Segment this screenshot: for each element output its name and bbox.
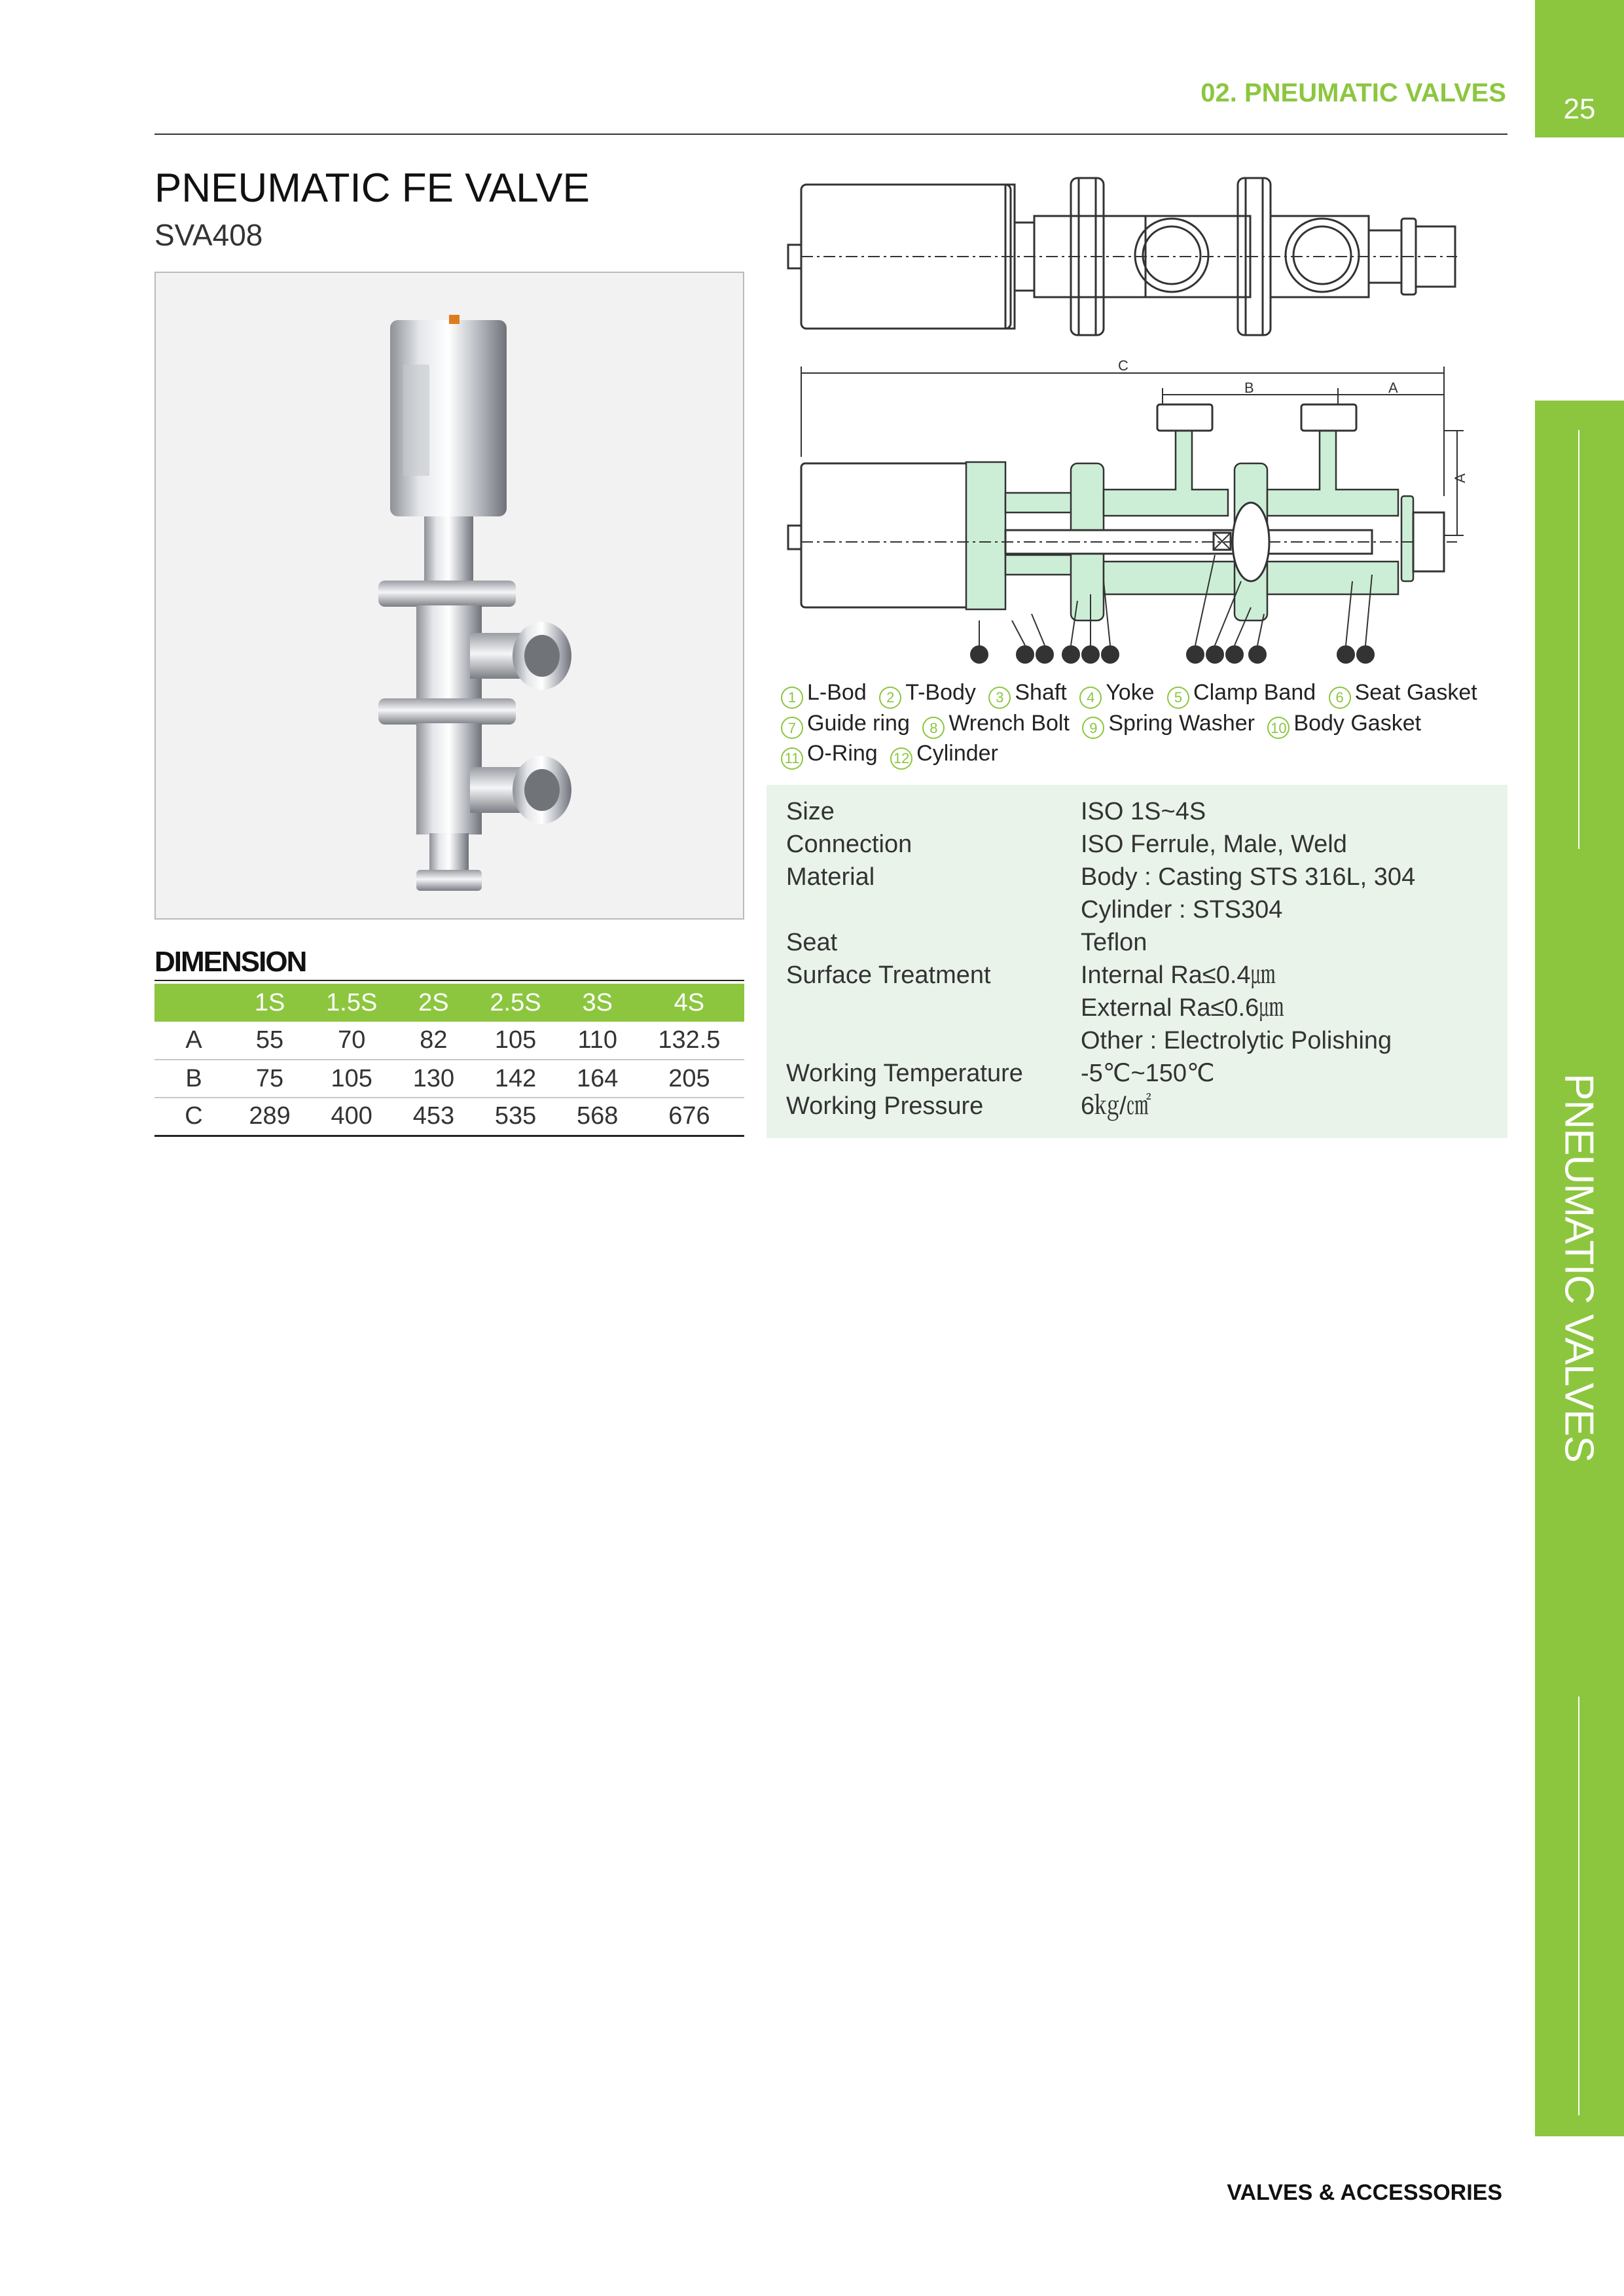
spec-row — [786, 1057, 1488, 1090]
legend-label: Guide ring — [807, 710, 910, 736]
legend-item — [988, 680, 1066, 705]
spec-value: Teflon — [1081, 929, 1147, 956]
spec-row — [786, 861, 1488, 893]
side-title-text: PNEUMATIC VALVES — [1556, 1073, 1602, 1462]
page-number: 25 — [1563, 93, 1596, 125]
legend-item — [1267, 711, 1421, 736]
callout-12: 12 — [972, 648, 986, 661]
dim-label-b: B — [1244, 380, 1254, 396]
spec-value: Cylinder : STS304 — [1081, 896, 1283, 924]
legend-label: T-Body — [905, 680, 976, 705]
table-cell: 453 — [397, 1098, 470, 1136]
legend-item — [1079, 680, 1154, 705]
legend-line-2 — [781, 709, 1507, 740]
dim-label-a-vertical: A — [1452, 473, 1468, 483]
spec-row — [786, 992, 1488, 1024]
legend-number: 7 — [781, 717, 803, 739]
callout-6: 6 — [1342, 648, 1350, 661]
legend-item — [1082, 711, 1255, 736]
legend-number: 6 — [1329, 687, 1351, 709]
dim-label-a: A — [1388, 380, 1398, 396]
legend-number: 3 — [988, 687, 1011, 709]
legend-item — [1167, 680, 1316, 705]
top-view-drawing — [783, 171, 1475, 342]
legend-number: 10 — [1267, 717, 1290, 739]
spec-value: External Ra≤0.6㎛ — [1081, 994, 1284, 1022]
table-cell: 535 — [470, 1098, 560, 1136]
table-cell: C — [154, 1098, 233, 1136]
legend-number: 4 — [1079, 687, 1102, 709]
callout-10: 10 — [1227, 648, 1242, 661]
side-title — [1540, 1073, 1618, 1462]
legend-label: L-Bod — [807, 680, 867, 705]
legend-item — [879, 680, 976, 705]
dimension-col-header: 1S — [233, 984, 306, 1022]
spec-key — [786, 992, 1081, 1024]
spec-key — [786, 1024, 1081, 1057]
legend-number: 5 — [1167, 687, 1189, 709]
spec-row — [786, 828, 1488, 861]
dimension-rule — [154, 980, 744, 981]
dimension-title: DIMENSION — [154, 946, 306, 978]
callout-1: 1 — [1362, 648, 1369, 661]
table-cell: 676 — [634, 1098, 744, 1136]
callout-5: 5 — [1254, 648, 1261, 661]
parts-legend — [781, 678, 1507, 770]
legend-label: Shaft — [1015, 680, 1067, 705]
product-photo — [154, 272, 744, 920]
legend-item — [781, 711, 910, 736]
legend-item — [1329, 680, 1477, 705]
callout-2: 2 — [1211, 648, 1219, 661]
section-drawing — [783, 359, 1475, 673]
footer-label: VALVES & ACCESSORIES — [1227, 2180, 1502, 2205]
table-cell: A — [154, 1022, 233, 1060]
spec-value: Internal Ra≤0.4㎛ — [1081, 961, 1276, 989]
legend-label: O-Ring — [807, 741, 878, 766]
table-row — [154, 1098, 744, 1136]
product-model: SVA408 — [154, 218, 263, 252]
table-cell: 142 — [470, 1060, 560, 1098]
legend-label: Seat Gasket — [1354, 680, 1477, 705]
spec-key: Surface Treatment — [786, 961, 991, 989]
valve-photo-illustration — [156, 273, 743, 918]
legend-number: 2 — [879, 687, 901, 709]
legend-line-1 — [781, 678, 1507, 709]
table-cell: 132.5 — [634, 1022, 744, 1060]
legend-item — [922, 711, 1070, 736]
dimension-col-header: 2S — [397, 984, 470, 1022]
spec-key: Working Pressure — [786, 1092, 984, 1120]
header-rule — [154, 134, 1507, 135]
callout-9: 9 — [1021, 648, 1029, 661]
table-cell: 82 — [397, 1022, 470, 1060]
spec-key: Material — [786, 863, 875, 891]
spec-row — [786, 1024, 1488, 1057]
table-cell: 105 — [306, 1060, 397, 1098]
callout-8: 8 — [1041, 648, 1049, 661]
legend-label: Wrench Bolt — [948, 710, 1070, 736]
legend-number: 1 — [781, 687, 803, 709]
legend-label: Spring Washer — [1108, 710, 1255, 736]
spec-key: Size — [786, 798, 835, 825]
dimension-col-header: 3S — [561, 984, 634, 1022]
table-cell: 568 — [561, 1098, 634, 1136]
callout-7: 7 — [1087, 648, 1094, 661]
dim-label-c: C — [1118, 359, 1128, 374]
spec-key — [786, 893, 1081, 926]
table-cell: 400 — [306, 1098, 397, 1136]
legend-number: 11 — [781, 747, 803, 770]
callout-11: 11 — [1104, 648, 1117, 661]
spec-row — [786, 926, 1488, 959]
table-cell: 55 — [233, 1022, 306, 1060]
table-cell: B — [154, 1060, 233, 1098]
legend-label: Cylinder — [916, 741, 998, 766]
spec-key: Seat — [786, 929, 838, 956]
side-divider-bottom — [1578, 1696, 1579, 2115]
spec-key: Working Temperature — [786, 1060, 1023, 1087]
spec-key: Connection — [786, 831, 912, 858]
legend-item — [781, 741, 878, 766]
legend-item — [890, 741, 998, 766]
spec-row — [786, 893, 1488, 926]
section-label: 02. PNEUMATIC VALVES — [1200, 79, 1506, 107]
spec-value: 6㎏/㎠ — [1081, 1092, 1151, 1120]
legend-number: 9 — [1082, 717, 1104, 739]
legend-number: 12 — [890, 747, 912, 770]
spec-value: -5℃~150℃ — [1081, 1060, 1215, 1087]
legend-number: 8 — [922, 717, 945, 739]
spec-value: Body : Casting STS 316L, 304 — [1081, 863, 1416, 891]
table-row — [154, 1060, 744, 1098]
section-svg — [783, 359, 1475, 673]
legend-label: Body Gasket — [1293, 710, 1422, 736]
legend-label: Clamp Band — [1193, 680, 1316, 705]
spec-box — [767, 785, 1507, 1138]
table-cell: 105 — [470, 1022, 560, 1060]
top-view-svg — [783, 171, 1475, 342]
dimension-col-header: 4S — [634, 984, 744, 1022]
dimension-col-header: 2.5S — [470, 984, 560, 1022]
spec-row — [786, 959, 1488, 992]
table-cell: 110 — [561, 1022, 634, 1060]
dimension-col-header — [154, 984, 233, 1022]
dimension-header-row — [154, 984, 744, 1022]
table-cell: 289 — [233, 1098, 306, 1136]
dimension-col-header: 1.5S — [306, 984, 397, 1022]
side-divider-top — [1578, 430, 1579, 849]
table-cell: 75 — [233, 1060, 306, 1098]
legend-line-3 — [781, 739, 1507, 770]
spec-value: ISO Ferrule, Male, Weld — [1081, 831, 1347, 858]
table-cell: 205 — [634, 1060, 744, 1098]
spec-value: Other : Electrolytic Polishing — [1081, 1027, 1392, 1054]
dimension-table — [154, 984, 744, 1137]
table-cell: 164 — [561, 1060, 634, 1098]
spec-value: ISO 1S~4S — [1081, 798, 1206, 825]
legend-item — [781, 680, 867, 705]
spec-row — [786, 795, 1488, 828]
table-cell: 70 — [306, 1022, 397, 1060]
table-cell: 130 — [397, 1060, 470, 1098]
callout-4: 4 — [1067, 648, 1075, 661]
callout-3: 3 — [1191, 648, 1199, 661]
table-row — [154, 1022, 744, 1060]
page-tab — [1535, 0, 1624, 137]
legend-label: Yoke — [1106, 680, 1155, 705]
spec-row — [786, 1090, 1488, 1122]
product-title: PNEUMATIC FE VALVE — [154, 166, 590, 211]
